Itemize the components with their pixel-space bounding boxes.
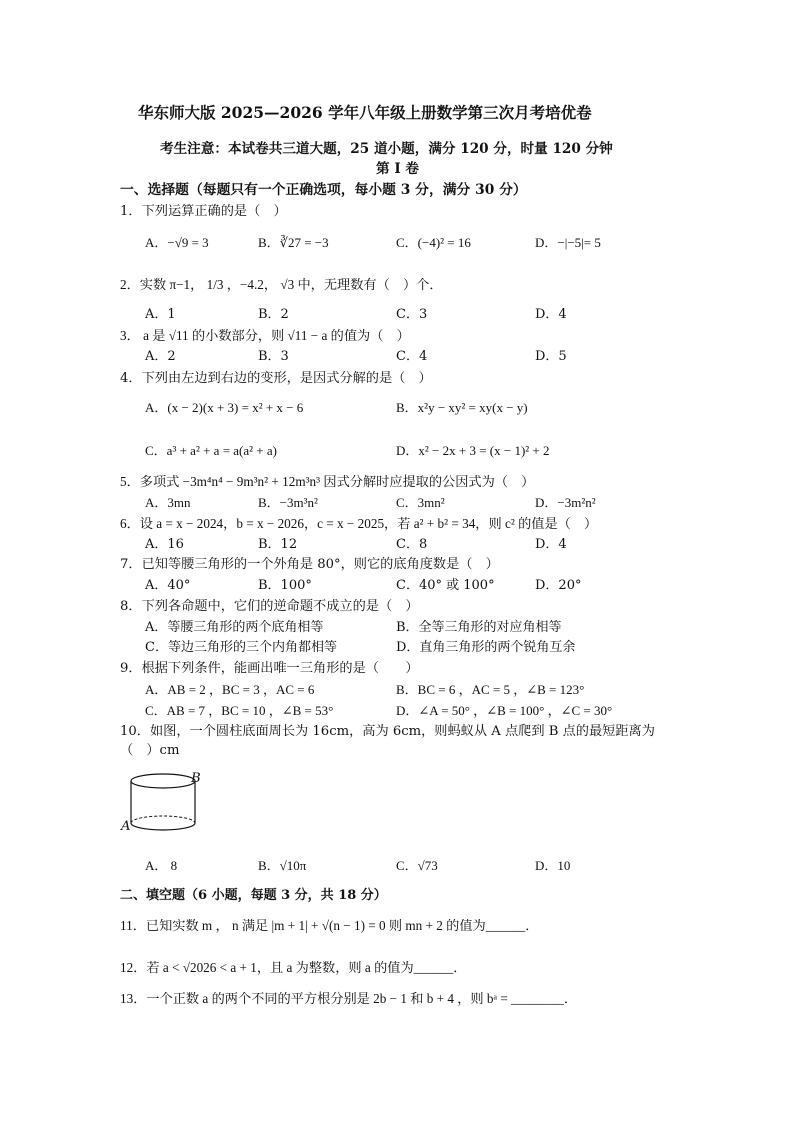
question-5-option-d: D．−3m²n² xyxy=(535,495,596,510)
question-4-option-a: A．(x − 2)(x + 3) = x² + x − 6 xyxy=(145,400,304,415)
question-3-stem: 3． a 是 √11 的小数部分，则 √11 − a 的值为（ ） xyxy=(120,328,410,343)
section-heading-choice: 一、选择题（每题只有一个正确选项，每小题 3 分，满分 30 分） xyxy=(120,182,527,198)
part-label: 第 I 卷 xyxy=(376,161,420,177)
question-1-option-b: B．∛27 = −3 xyxy=(258,235,329,250)
question-10-option-d: D．10 xyxy=(535,858,571,873)
question-7-option-d: D．20° xyxy=(535,578,582,593)
question-1-option-c: C．(−4)² = 16 xyxy=(396,235,471,250)
question-8-option-a: A．等腰三角形的两个底角相等 xyxy=(145,620,324,635)
question-9-option-a: A．AB = 2 ，BC = 3 ，AC = 6 xyxy=(145,682,315,697)
question-5-option-a: A．3mn xyxy=(145,495,191,510)
question-11-stem: 11．已知实数 m ， n 满足 |m + 1| + √(n − 1) = 0 则 mn + 2 的值为______． xyxy=(120,918,539,933)
cylinder-bottom-front-arc xyxy=(131,823,195,830)
question-7-option-b: B．100° xyxy=(258,578,312,593)
cylinder-label-b: B xyxy=(191,771,201,786)
cylinder-top-ellipse xyxy=(131,774,195,788)
section-heading-fill: 二、填空题（6 小题，每题 3 分，共 18 分） xyxy=(120,888,387,903)
question-6-option-a: A．16 xyxy=(145,537,184,552)
question-3-option-b: B．3 xyxy=(258,349,289,364)
question-6-option-b: B．12 xyxy=(258,537,298,552)
question-3-option-d: D．5 xyxy=(535,349,567,364)
question-8-option-c: C．等边三角形的三个内角都相等 xyxy=(145,640,337,655)
question-2-option-d: D．4 xyxy=(535,307,567,322)
question-1-option-d: D．−|−5|= 5 xyxy=(535,235,601,250)
question-3-option-c: C．4 xyxy=(396,349,428,364)
question-7-option-a: A．40° xyxy=(145,578,191,593)
question-6-stem: 6．设 a = x − 2024，b = x − 2026，c = x − 2025，若 a² + b² = 34，则 c² 的值是（ ） xyxy=(120,516,598,531)
question-2-option-b: B．2 xyxy=(258,307,289,322)
question-10-option-b: B．√10π xyxy=(258,858,307,873)
question-5-option-c: C．3mn² xyxy=(396,495,445,510)
question-2-stem: 2．实数 π−1， 1/3 ，−4.2， √3 中，无理数有（ ）个． xyxy=(120,277,443,292)
question-2-option-c: C．3 xyxy=(396,307,428,322)
question-8-stem: 8．下列各命题中，它们的逆命题不成立的是（ ） xyxy=(120,599,419,614)
question-4-option-d: D．x² − 2x + 3 = (x − 1)² + 2 xyxy=(396,443,550,458)
exam-notice: 考生注意：本试卷共三道大题，25 道小题，满分 120 分，时量 120 分钟 xyxy=(160,141,613,157)
question-1-option-a: A．−√9 = 3 xyxy=(145,235,209,250)
question-10-option-a: A． 8 xyxy=(145,858,178,873)
question-6-option-c: C．8 xyxy=(396,537,428,552)
question-9-option-d: D．∠A = 50° ，∠B = 100° ，∠C = 30° xyxy=(396,703,613,718)
question-10-stem: 10．如图，一个圆柱底面周长为 16cm，高为 6cm，则蚂蚁从 A 点爬到 B 点的最短距离为 xyxy=(120,724,655,739)
question-5-stem: 5．多项式 −3m⁴n⁴ − 9m³n² + 12m³n³ 因式分解时应提取的公因式为（ ） xyxy=(120,474,535,489)
question-5-option-b: B．−3m³n² xyxy=(258,495,318,510)
question-1-stem: 1．下列运算正确的是（ ） xyxy=(120,204,287,219)
cylinder-label-a: A xyxy=(121,819,131,834)
question-7-option-c: C．40° 或 100° xyxy=(396,578,495,593)
question-10-stem-continued: （ ）cm xyxy=(120,743,180,758)
question-4-stem: 4．下列由左边到右边的变形，是因式分解的是（ ） xyxy=(120,371,432,386)
question-9-stem: 9．根据下列条件，能画出唯一三角形的是（ ） xyxy=(120,661,419,676)
question-3-option-a: A．2 xyxy=(145,349,176,364)
question-8-option-d: D．直角三角形的两个锐角互余 xyxy=(396,640,576,655)
question-9-option-c: C．AB = 7 ，BC = 10 ，∠B = 53° xyxy=(145,703,334,718)
question-12-stem: 12．若 a < √2026 < a + 1，且 a 为整数，则 a 的值为______． xyxy=(120,960,467,975)
question-9-option-b: B．BC = 6 ，AC = 5 ，∠B = 123° xyxy=(396,682,585,697)
question-2-option-a: A．1 xyxy=(145,307,176,322)
question-6-option-d: D．4 xyxy=(535,537,567,552)
question-8-option-b: B．全等三角形的对应角相等 xyxy=(396,620,562,635)
question-4-option-c: C．a³ + a² + a = a(a² + a) xyxy=(145,443,277,458)
question-7-stem: 7．已知等腰三角形的一个外角是 80°，则它的底角度数是（ ） xyxy=(120,557,499,572)
exam-title: 华东师大版 2025—2026 学年八年级上册数学第三次月考培优卷 xyxy=(138,103,592,122)
cylinder-bottom-back-arc xyxy=(131,816,195,823)
question-4-option-b: B．x²y − xy² = xy(x − y) xyxy=(396,400,528,415)
question-13-stem: 13．一个正数 a 的两个不同的平方根分别是 2b − 1 和 b + 4 ，则 bᵃ = ________． xyxy=(120,991,578,1006)
question-10-option-c: C．√73 xyxy=(396,858,438,873)
